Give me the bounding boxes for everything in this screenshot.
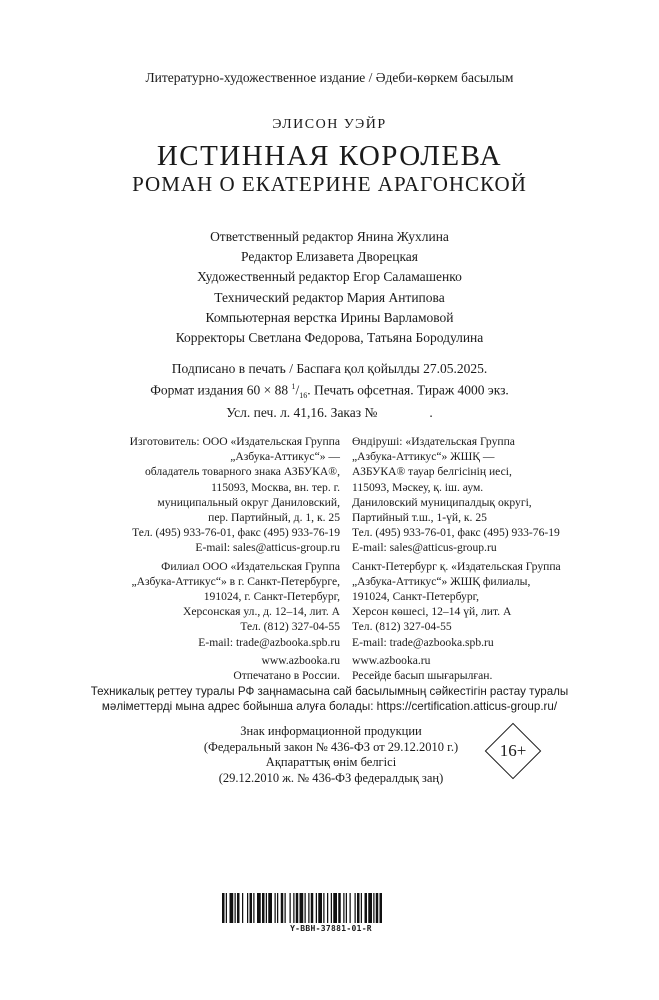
info-product-sign: Знак информационной продукции (Федеральный закон № 436-ФЗ от 29.12.2010 г.) Ақпараттық өнім белгісі (29.12.2010 ж. № 436-ФЗ федералдық заң)	[203, 724, 459, 785]
website-link: www.azbooka.ru	[352, 653, 431, 667]
barcode-bar	[316, 893, 317, 923]
publisher-info-ru	[40, 434, 340, 683]
barcode-bar	[222, 893, 225, 923]
barcode-bar	[235, 893, 236, 923]
age-rating-text: 16+	[499, 741, 527, 760]
credit-line: Ответственный редактор Янина Жухлина	[210, 229, 449, 244]
credit-line: Корректоры Светлана Федорова, Татьяна Бородулина	[175, 330, 484, 346]
signed-to-print: Подписано в печать / Баспаға қол қойылды 27.05.2025.	[171, 361, 488, 376]
barcode-bar	[308, 893, 309, 923]
barcode-bar	[305, 893, 306, 923]
website-link: www.azbooka.ru	[261, 653, 340, 667]
footer-ru: www.azbooka.ru Отпечатано в России.	[40, 653, 340, 683]
barcode-bar	[365, 893, 368, 923]
barcode-bar	[247, 893, 248, 923]
barcode-bar	[318, 893, 322, 923]
barcode-bar	[373, 893, 374, 923]
credit-line: Компьютерная верстка Ирины Варламовой	[205, 309, 454, 325]
barcode-bar	[357, 893, 360, 923]
barcode-bar	[285, 893, 286, 923]
credit-line: Художественный редактор Егор Саламашенко	[197, 269, 462, 285]
barcode-bar	[242, 893, 243, 923]
barcode-bar	[300, 893, 304, 923]
barcode-bar	[296, 893, 299, 923]
barcode-bar	[250, 893, 253, 923]
barcode-bar	[266, 893, 267, 923]
barcode-bar	[290, 893, 291, 923]
barcode-bar	[293, 893, 294, 923]
publisher-info-kz	[352, 434, 652, 683]
credits-block	[0, 227, 659, 348]
book-title: ИСТИННАЯ КОРОЛЕВА	[156, 140, 503, 172]
barcode-bar	[331, 893, 332, 923]
age-rating-badge	[484, 722, 542, 780]
barcode-bar	[346, 893, 347, 923]
barcode-bar	[230, 893, 234, 923]
barcode-bar	[361, 893, 362, 923]
print-info-block	[0, 360, 659, 422]
barcode-bar	[355, 893, 356, 923]
edition-type: Литературно-художественное издание / Әдеби-көркем басылым	[145, 70, 514, 85]
credit-line: Технический редактор Мария Антипова	[214, 289, 445, 305]
barcode-icon	[222, 893, 440, 923]
barcode-bar	[262, 893, 265, 923]
format-line: Формат издания 60 × 88 $^1/_{16}$. Печать офсетная. Тираж 4000 экз.	[150, 381, 509, 400]
barcode-bar	[350, 893, 351, 923]
barcode-bar	[338, 893, 341, 923]
branch-ru: Филиал ООО «Издательская Группа „Азбука-Аттикус“» в г. Санкт-Петербурге, 191024, г. Санкт-Петербург, Херсонская ул., д. 12–14, лит. А Тел. (812) 327-04-55 E-mail: trade@azbooka.spb.ru	[131, 559, 340, 649]
barcode-bar	[268, 893, 272, 923]
barcode-bar	[327, 893, 328, 923]
book-subtitle: РОМАН О ЕКАТЕРИНЕ АРАГОНСКОЙ	[132, 172, 527, 196]
barcode-bar	[323, 893, 324, 923]
branch-kz: Санкт-Петербург қ. «Издательская Группа „Азбука-Аттикус“» ЖШҚ филиалы, 191024, Санкт-Петербург, Херсон көшесі, 12–14 үй, лит. А Тел. (812) 327-04-55 E-mail: trade@azbooka.spb.ru	[352, 559, 561, 649]
barcode-bar	[253, 893, 254, 923]
footer-kz: www.azbooka.ru Ресейде басып шығарылған.	[352, 653, 652, 683]
tech-regulation-note: Техникалық реттеу туралы РФ заңнамасына сай басылымның сәйкестігін растау туралы мәліметтерді мына адрес бойынша алуға болады: https://certification.atticus-group.ru/	[90, 685, 569, 714]
barcode-label: Y-BBH-37881-01-R	[290, 924, 372, 933]
barcode-bar	[380, 893, 383, 923]
barcode-bar	[311, 893, 314, 923]
manufacturer-kz: Өндіруші: «Издательская Группа „Азбука-Аттикус“» ЖШҚ — АЗБУКА® тауар белгісінің иесі, 115093, Мәскеу, қ. іш. аум. Даниловский муниципалдық округі, Партийный т.ш., 1-үй, к. 25 Тел. (495) 933-76-01, факс (495) 933-76-19 E-mail: sales@atticus-group.ru	[352, 435, 560, 555]
barcode-bar	[343, 893, 344, 923]
sheets-line: Усл. печ. л. 41,16. Заказ № .	[226, 405, 433, 421]
barcode-bar	[376, 893, 379, 923]
barcode-bar	[275, 893, 276, 923]
credit-line: Редактор Елизавета Дворецкая	[241, 249, 418, 265]
manufacturer-ru: Изготовитель: ООО «Издательская Группа „Азбука-Аттикус“» — обладатель товарного знака АЗБУКА®, 115093, Москва, вн. тер. г. муниципальный округ Даниловский, пер. Партийный, д. 1, к. 25 Тел. (495) 933-76-01, факс (495) 933-76-19 E-mail: sales@atticus-group.ru	[129, 435, 340, 555]
barcode-bar	[226, 893, 227, 923]
author-name: ЭЛИСОН УЭЙР	[272, 117, 387, 132]
barcode-bar	[277, 893, 278, 923]
barcode-bar	[281, 893, 284, 923]
barcode-bar	[237, 893, 240, 923]
barcode-bar	[257, 893, 261, 923]
barcode-bar	[333, 893, 337, 923]
barcode-bar	[368, 893, 372, 923]
